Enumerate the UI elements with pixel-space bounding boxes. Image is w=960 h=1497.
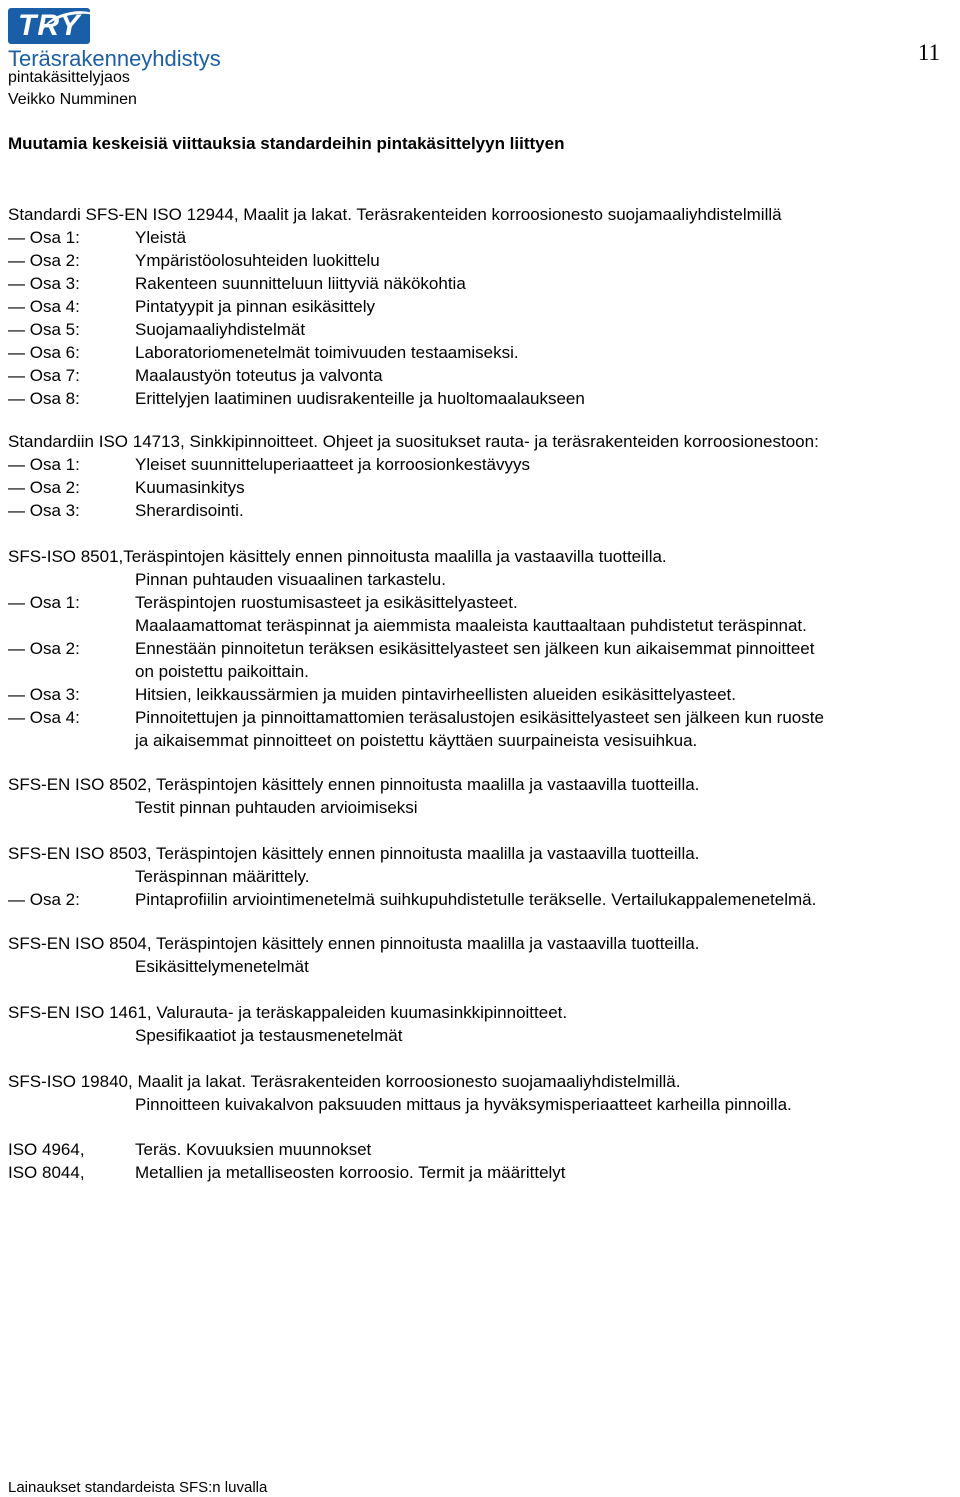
part-text: Maalaamattomat teräspinnat ja aiemmista maaleista kauttaaltaan puhdistetut teräspinnat. <box>135 616 807 635</box>
standard-iso-8504 <box>8 932 950 978</box>
part-text: Pinnan puhtauden visuaalinen tarkastelu. <box>135 570 446 589</box>
standard-part <box>8 476 950 499</box>
standard-part <box>8 387 950 410</box>
standard-line <box>8 637 950 660</box>
standard-intro: SFS-EN ISO 8504, Teräspintojen käsittely ennen pinnoitusta maalilla ja vastaavilla tuotteilla. <box>8 934 700 953</box>
part-text: Yleiset suunnitteluperiaatteet ja korroosionkestävyys <box>135 455 530 474</box>
standard-line <box>8 683 950 706</box>
standard-line <box>8 729 950 752</box>
standard-part <box>8 364 950 387</box>
footer-note: Lainaukset standardeista SFS:n luvalla <box>8 1479 268 1496</box>
part-text: Yleistä <box>135 228 187 247</box>
standard-part <box>8 226 950 249</box>
part-text: Kuumasinkitys <box>135 478 245 497</box>
document-title: Muutamia keskeisiä viittauksia standardeihin pintakäsittelyyn liittyen <box>8 134 565 153</box>
part-text: Testit pinnan puhtauden arvioimiseksi <box>135 798 418 817</box>
standard-iso-1461 <box>8 1001 950 1047</box>
part-text: Spesifikaatiot ja testausmenetelmät <box>135 1026 403 1045</box>
part-text: Hitsien, leikkaussärmien ja muiden pintavirheellisten alueiden esikäsittelyasteet. <box>135 685 736 704</box>
standard-intro: Standardi SFS-EN ISO 12944, Maalit ja lakat. Teräsrakenteiden korroosionesto suojamaaliyhdistelmillä <box>8 205 782 224</box>
part-label: — Osa 5: <box>8 320 80 339</box>
part-text: Laboratoriomenetelmät toimivuuden testaamiseksi. <box>135 343 519 362</box>
standard-line <box>8 888 950 911</box>
standard-line <box>8 660 950 683</box>
part-text: Ennestään pinnoitetun teräksen esikäsittelyasteet sen jälkeen kun aikaisemmat pinnoitteet <box>135 639 815 658</box>
part-label: — Osa 2: <box>8 890 80 909</box>
standard-line <box>8 568 950 591</box>
standard-line <box>8 865 950 888</box>
part-text: Esikäsittelymenetelmät <box>135 957 309 976</box>
organization-logo <box>8 8 221 71</box>
standard-text: Teräs. Kovuuksien muunnokset <box>135 1140 372 1159</box>
department-name: pintakäsittelyjaos <box>8 69 130 86</box>
standard-part <box>8 453 950 476</box>
standard-line <box>8 1161 950 1184</box>
part-label: — Osa 2: <box>8 478 80 497</box>
standard-text: Metallien ja metalliseosten korroosio. Termit ja määrittelyt <box>135 1163 566 1182</box>
logo-organization-name: Teräsrakenneyhdistys <box>8 46 221 71</box>
standard-line <box>8 614 950 637</box>
standard-iso-14713 <box>8 430 950 522</box>
part-text: Maalaustyön toteutus ja valvonta <box>135 366 383 385</box>
standard-intro: Standardiin ISO 14713, Sinkkipinnoitteet. Ohjeet ja suositukset rauta- ja teräsrakenteiden korroosionestoon: <box>8 432 819 451</box>
part-text: Pintatyypit ja pinnan esikäsittely <box>135 297 376 316</box>
part-text: Teräspintojen ruostumisasteet ja esikäsittelyasteet. <box>135 593 518 612</box>
standard-line <box>8 591 950 614</box>
part-text: Sherardisointi. <box>135 501 244 520</box>
part-label: — Osa 1: <box>8 455 80 474</box>
part-text: Pinnoitteen kuivakalvon paksuuden mittaus ja hyväksymisperiaatteet karheilla pinnoilla. <box>135 1095 792 1114</box>
standard-iso-12944 <box>8 203 950 410</box>
standard-iso-misc <box>8 1138 950 1184</box>
standard-part <box>8 249 950 272</box>
standard-part <box>8 499 950 522</box>
standard-label: ISO 4964, <box>8 1140 85 1159</box>
standard-iso-8501 <box>8 545 950 752</box>
part-label: — Osa 2: <box>8 251 80 270</box>
part-text: Teräspinnan määrittely. <box>135 867 310 886</box>
standard-part <box>8 272 950 295</box>
part-label: — Osa 1: <box>8 593 80 612</box>
part-text: on poistettu paikoittain. <box>135 662 309 681</box>
standard-part <box>8 341 950 364</box>
part-text: ja aikaisemmat pinnoitteet on poistettu käyttäen suurpaineista vesisuihkua. <box>135 731 698 750</box>
standard-iso-8503 <box>8 842 950 911</box>
standard-iso-19840 <box>8 1070 950 1116</box>
standard-intro: SFS-ISO 19840, Maalit ja lakat. Teräsrakenteiden korroosionesto suojamaaliyhdistelmillä. <box>8 1072 681 1091</box>
part-label: — Osa 3: <box>8 501 80 520</box>
standard-part <box>8 295 950 318</box>
part-label: — Osa 8: <box>8 389 80 408</box>
part-text: Pintaprofiilin arviointimenetelmä suihkupuhdistetulle teräkselle. Vertailukappalemenetelmä. <box>135 890 817 909</box>
standard-iso-8502 <box>8 773 950 819</box>
standard-intro: SFS-EN ISO 1461, Valurauta- ja teräskappaleiden kuumasinkkipinnoitteet. <box>8 1003 568 1022</box>
part-label: — Osa 7: <box>8 366 80 385</box>
standard-line <box>8 1138 950 1161</box>
standard-line <box>8 955 950 978</box>
part-text: Erittelyjen laatiminen uudisrakenteille ja huoltomaalaukseen <box>135 389 585 408</box>
logo-badge <box>8 8 90 44</box>
standard-line <box>8 706 950 729</box>
standard-intro: SFS-EN ISO 8502, Teräspintojen käsittely ennen pinnoitusta maalilla ja vastaavilla tuotteilla. <box>8 775 700 794</box>
part-label: — Osa 2: <box>8 639 80 658</box>
standard-line <box>8 1093 950 1116</box>
part-label: — Osa 3: <box>8 274 80 293</box>
part-text: Suojamaaliyhdistelmät <box>135 320 306 339</box>
part-label: — Osa 1: <box>8 228 80 247</box>
part-text: Pinnoitettujen ja pinnoittamattomien teräsalustojen esikäsittelyasteet sen jälkeen kun ruoste <box>135 708 824 727</box>
standard-part <box>8 318 950 341</box>
logo-badge-text: TRY <box>18 9 81 42</box>
standard-intro: SFS-ISO 8501,Teräspintojen käsittely ennen pinnoitusta maalilla ja vastaavilla tuotteilla. <box>8 547 667 566</box>
part-label: — Osa 6: <box>8 343 80 362</box>
author-name: Veikko Numminen <box>8 91 137 108</box>
part-label: — Osa 3: <box>8 685 80 704</box>
part-label: — Osa 4: <box>8 708 80 727</box>
standard-line <box>8 796 950 819</box>
part-label: — Osa 4: <box>8 297 80 316</box>
standard-label: ISO 8044, <box>8 1163 85 1182</box>
standard-intro: SFS-EN ISO 8503, Teräspintojen käsittely ennen pinnoitusta maalilla ja vastaavilla tuotteilla. <box>8 844 700 863</box>
standard-line <box>8 1024 950 1047</box>
part-text: Ympäristöolosuhteiden luokittelu <box>135 251 380 270</box>
part-text: Rakenteen suunnitteluun liittyviä näkökohtia <box>135 274 466 293</box>
page-number: 11 <box>917 40 940 65</box>
